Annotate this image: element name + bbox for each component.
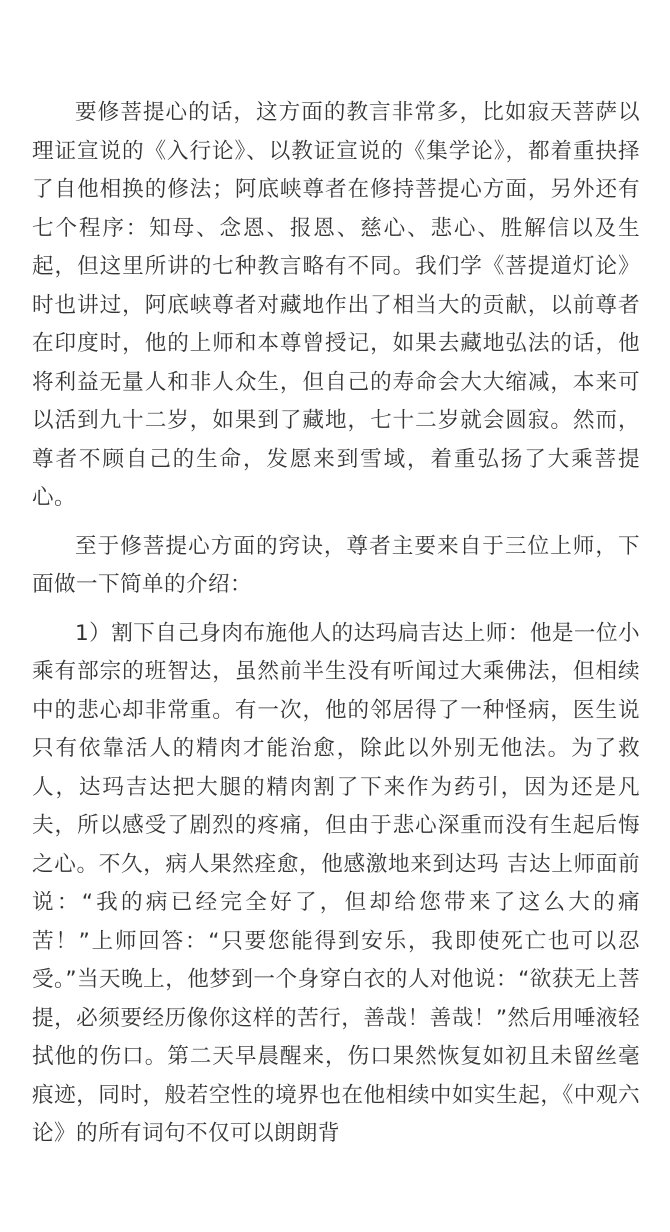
paragraph-1: 要修菩提心的话，这方面的教言非常多，比如寂天菩萨以理证宣说的《入行论》、以教证宣说的《集学论》，都着重抉择了自他相换的修法；阿底峡尊者在修持菩提心方面，另外还有七个程序：知母、念恩、报恩、慈心、悲心、胜解信以及生起，但这里所讲的七种教言略有不同。我们学《菩提道灯论》时也讲过，阿底峡尊者对藏地作出了相当大的贡献，以前尊者在印度时，他的上师和本尊曾授记，如果去藏地弘法的话，他将利益无量人和非人众生，但自己的寿命会大大缩减，本来可以活到九十二岁，如果到了藏地，七十二岁就会圆寂。然而，尊者不顾自己的生命，发愿来到雪域，着重弘扬了大乘菩提心。 bbox=[32, 100, 640, 510]
paragraph-3: 1）割下自己身肉布施他人的达玛扃吉达上师：他是一位小乘有部宗的班智达，虽然前半生没有听闻过大乘佛法，但相续中的悲心却非常重。有一次，他的邻居得了一种怪病，医生说只有依靠活人的精肉才能治愈，除此以外别无他法。为了救人，达玛吉达把大腿的精肉割了下来作为药引，因为还是凡夫，所以感受了剧烈的疼痛，但由于悲心深重而没有生起后悔之心。不久，病人果然痊愈，他感激地来到达玛 吉达上师面前说：“我的病已经完全好了，但却给您带来了这么大的痛苦！”上师回答：“只要您能得到安乐，我即使死亡也可以忍受。”当天晚上，他梦到一个身穿白衣的人对他说：“欲获无上菩提，必须要经历像你这样的苦行，善哉！善哉！”然后用唾液轻拭他的伤口。第二天早晨醒来，伤口果然恢复如初且未留丝毫痕迹，同时，般若空性的境界也在他相续中如实生起，《中观六论》的所有词句不仅可以朗朗背 bbox=[32, 620, 640, 1146]
paragraph-2: 至于修菩提心方面的窍诀，尊者主要来自于三位上师，下面做一下简单的介绍： bbox=[32, 533, 640, 597]
article-body bbox=[32, 94, 640, 1154]
